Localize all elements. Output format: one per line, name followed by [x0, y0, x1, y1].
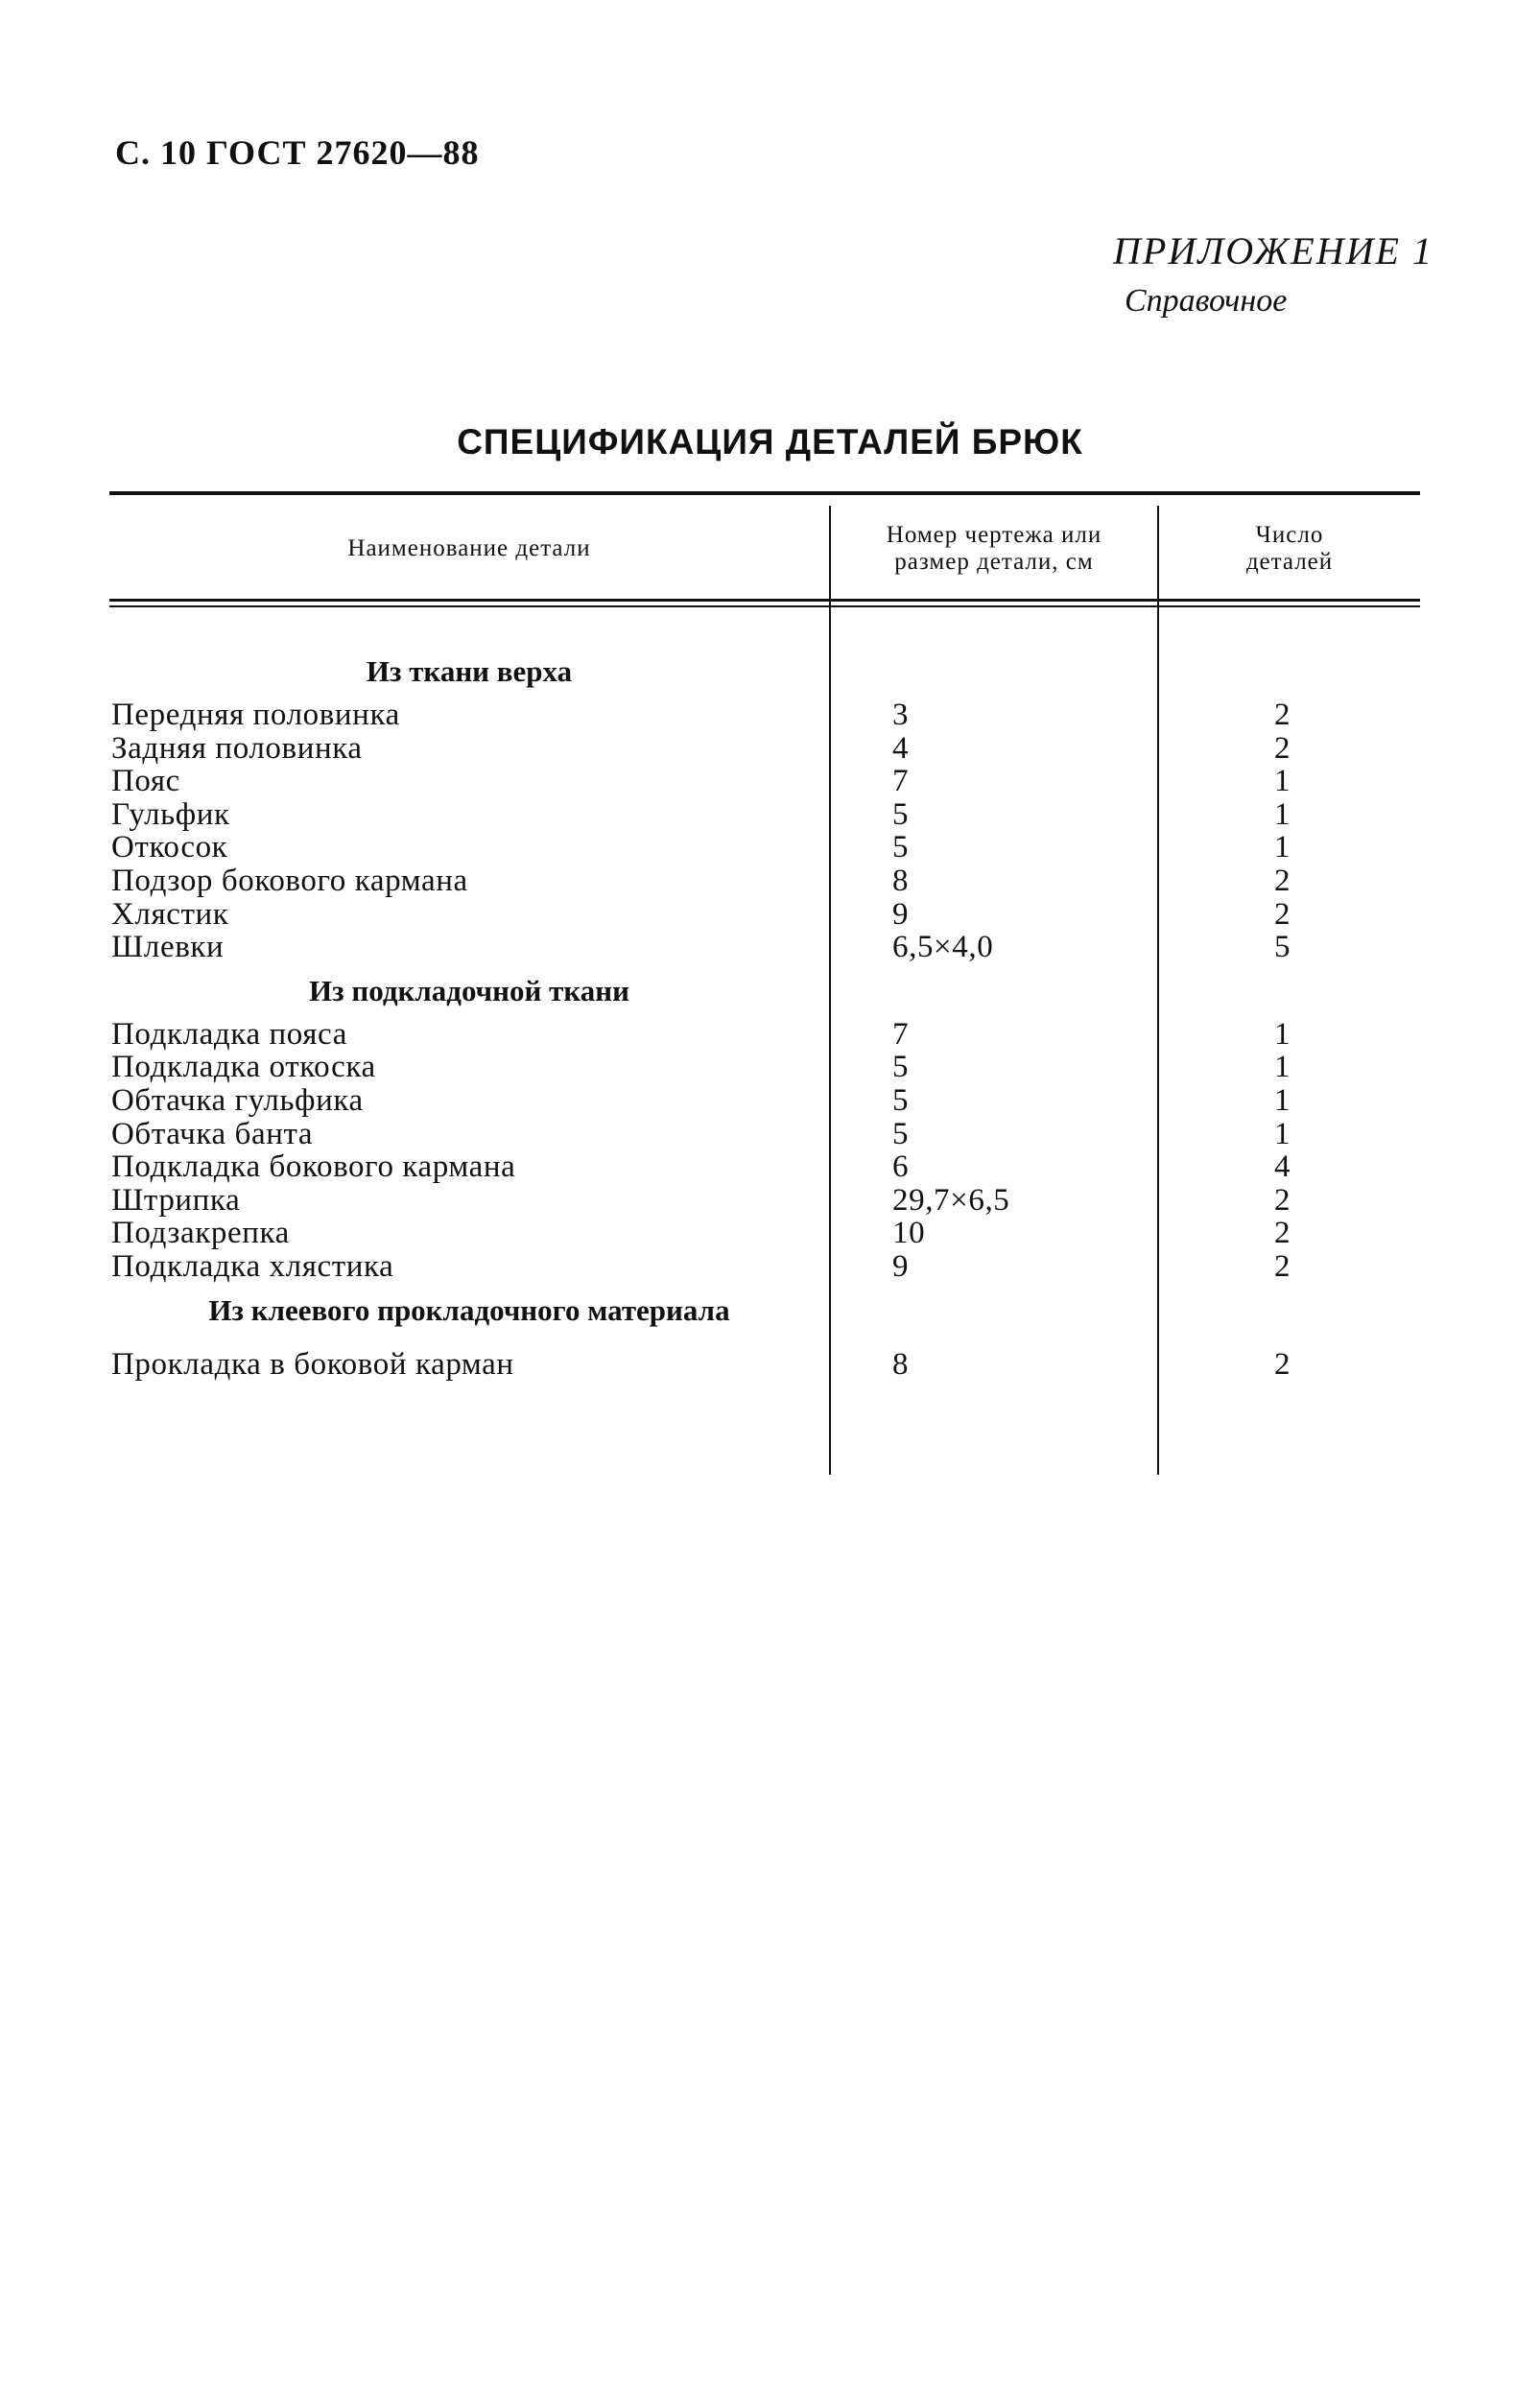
- row-name: Подкладка хлястика: [111, 1248, 394, 1284]
- row-count: 2: [1274, 698, 1291, 732]
- row-drawing: 5: [892, 1082, 910, 1118]
- table-top-rule: [109, 491, 1420, 495]
- column-header-count: [1159, 522, 1420, 576]
- row-drawing: 9: [892, 896, 910, 932]
- table-row: [109, 1250, 1420, 1284]
- table-row: [109, 699, 1420, 732]
- section-title-lining: Из подкладочной ткани: [309, 973, 629, 1007]
- row-count: 2: [1274, 1216, 1291, 1251]
- row-count: 2: [1274, 730, 1291, 766]
- row-drawing: 5: [892, 796, 910, 832]
- row-name: Подзакрепка: [111, 1216, 290, 1251]
- column-header-name-text: Наименование детали: [347, 535, 591, 561]
- table-row: [109, 864, 1420, 898]
- document-title: СПЕЦИФИКАЦИЯ ДЕТАЛЕЙ БРЮК: [457, 422, 1083, 462]
- appendix-subtitle: Справочное: [1125, 283, 1288, 319]
- row-name: Задняя половинка: [111, 730, 363, 766]
- row-name: Передняя половинка: [111, 698, 400, 732]
- page-reference: С. 10 ГОСТ 27620—88: [115, 133, 480, 172]
- row-count: 1: [1274, 830, 1291, 865]
- column-header-drawing: [831, 522, 1157, 576]
- row-drawing: 8: [892, 863, 910, 898]
- row-count: 1: [1274, 1016, 1291, 1052]
- row-name: Шлевки: [111, 930, 225, 965]
- row-count: 2: [1274, 896, 1291, 932]
- table-row: [109, 1150, 1420, 1184]
- row-drawing: 8: [892, 1346, 910, 1382]
- row-drawing: 6: [892, 1149, 910, 1185]
- row-drawing: 7: [892, 1016, 910, 1052]
- table-row: [109, 931, 1420, 964]
- row-drawing: 4: [892, 730, 910, 766]
- section-heading: [109, 645, 1420, 699]
- column-header-drawing-line1: Номер чертежа или: [886, 522, 1102, 548]
- header-bottom-rule-secondary: [109, 605, 1420, 607]
- section-title-fabric-top: Из ткани верха: [366, 654, 573, 688]
- table-row: [109, 765, 1420, 798]
- row-drawing: 3: [892, 698, 910, 732]
- row-drawing: 5: [892, 830, 910, 865]
- row-name: Подкладка пояса: [111, 1016, 347, 1052]
- row-count: 1: [1274, 1050, 1291, 1085]
- row-count: 2: [1274, 1248, 1291, 1284]
- row-count: 1: [1274, 1116, 1291, 1151]
- row-name: Хлястик: [111, 896, 229, 932]
- table-row: [109, 1118, 1420, 1151]
- section-heading: [109, 964, 1420, 1018]
- row-name: Гульфик: [111, 796, 230, 832]
- appendix-title: ПРИЛОЖЕНИЕ 1: [1113, 229, 1433, 272]
- row-count: 1: [1274, 764, 1291, 799]
- row-name: Пояс: [111, 764, 180, 799]
- header-bottom-rule: [109, 599, 1420, 602]
- table-row: [109, 1217, 1420, 1250]
- row-name: Подкладка откоска: [111, 1050, 376, 1085]
- column-header-name: [109, 535, 829, 562]
- table-body: [109, 645, 1420, 1391]
- column-header-count-line1: Число: [1255, 522, 1324, 548]
- row-count: 2: [1274, 1182, 1291, 1218]
- table-row: [109, 1018, 1420, 1052]
- row-name: Штрипка: [111, 1182, 241, 1218]
- row-drawing: 29,7×6,5: [892, 1182, 1010, 1218]
- row-drawing: 6,5×4,0: [892, 930, 994, 965]
- table-row: [109, 1338, 1420, 1391]
- row-count: 4: [1274, 1149, 1291, 1185]
- column-header-drawing-line2: размер детали, см: [894, 549, 1094, 575]
- row-name: Подкладка бокового кармана: [111, 1149, 516, 1185]
- row-drawing: 7: [892, 764, 910, 799]
- table-row: [109, 831, 1420, 864]
- row-name: Обтачка банта: [111, 1116, 314, 1151]
- row-count: 2: [1274, 1346, 1291, 1382]
- row-drawing: 5: [892, 1050, 910, 1085]
- specification-table: [109, 491, 1420, 1470]
- row-name: Прокладка в боковой карман: [111, 1346, 514, 1382]
- table-row: [109, 798, 1420, 832]
- row-name: Откосок: [111, 830, 228, 865]
- row-drawing: 10: [892, 1216, 926, 1251]
- row-name: Обтачка гульфика: [111, 1082, 364, 1118]
- table-row: [109, 1084, 1420, 1118]
- table-row: [109, 1051, 1420, 1084]
- table-row: [109, 732, 1420, 766]
- table-row: [109, 1184, 1420, 1218]
- row-count: 5: [1274, 930, 1291, 965]
- row-count: 2: [1274, 863, 1291, 898]
- row-name: Подзор бокового кармана: [111, 863, 468, 898]
- column-header-count-line2: деталей: [1245, 549, 1334, 575]
- row-drawing: 9: [892, 1248, 910, 1284]
- table-row: [109, 898, 1420, 932]
- section-heading: [109, 1284, 1420, 1338]
- row-count: 1: [1274, 796, 1291, 832]
- section-title-interlining: Из клеевого прокладочного материала: [208, 1292, 730, 1327]
- row-count: 1: [1274, 1082, 1291, 1118]
- row-drawing: 5: [892, 1116, 910, 1151]
